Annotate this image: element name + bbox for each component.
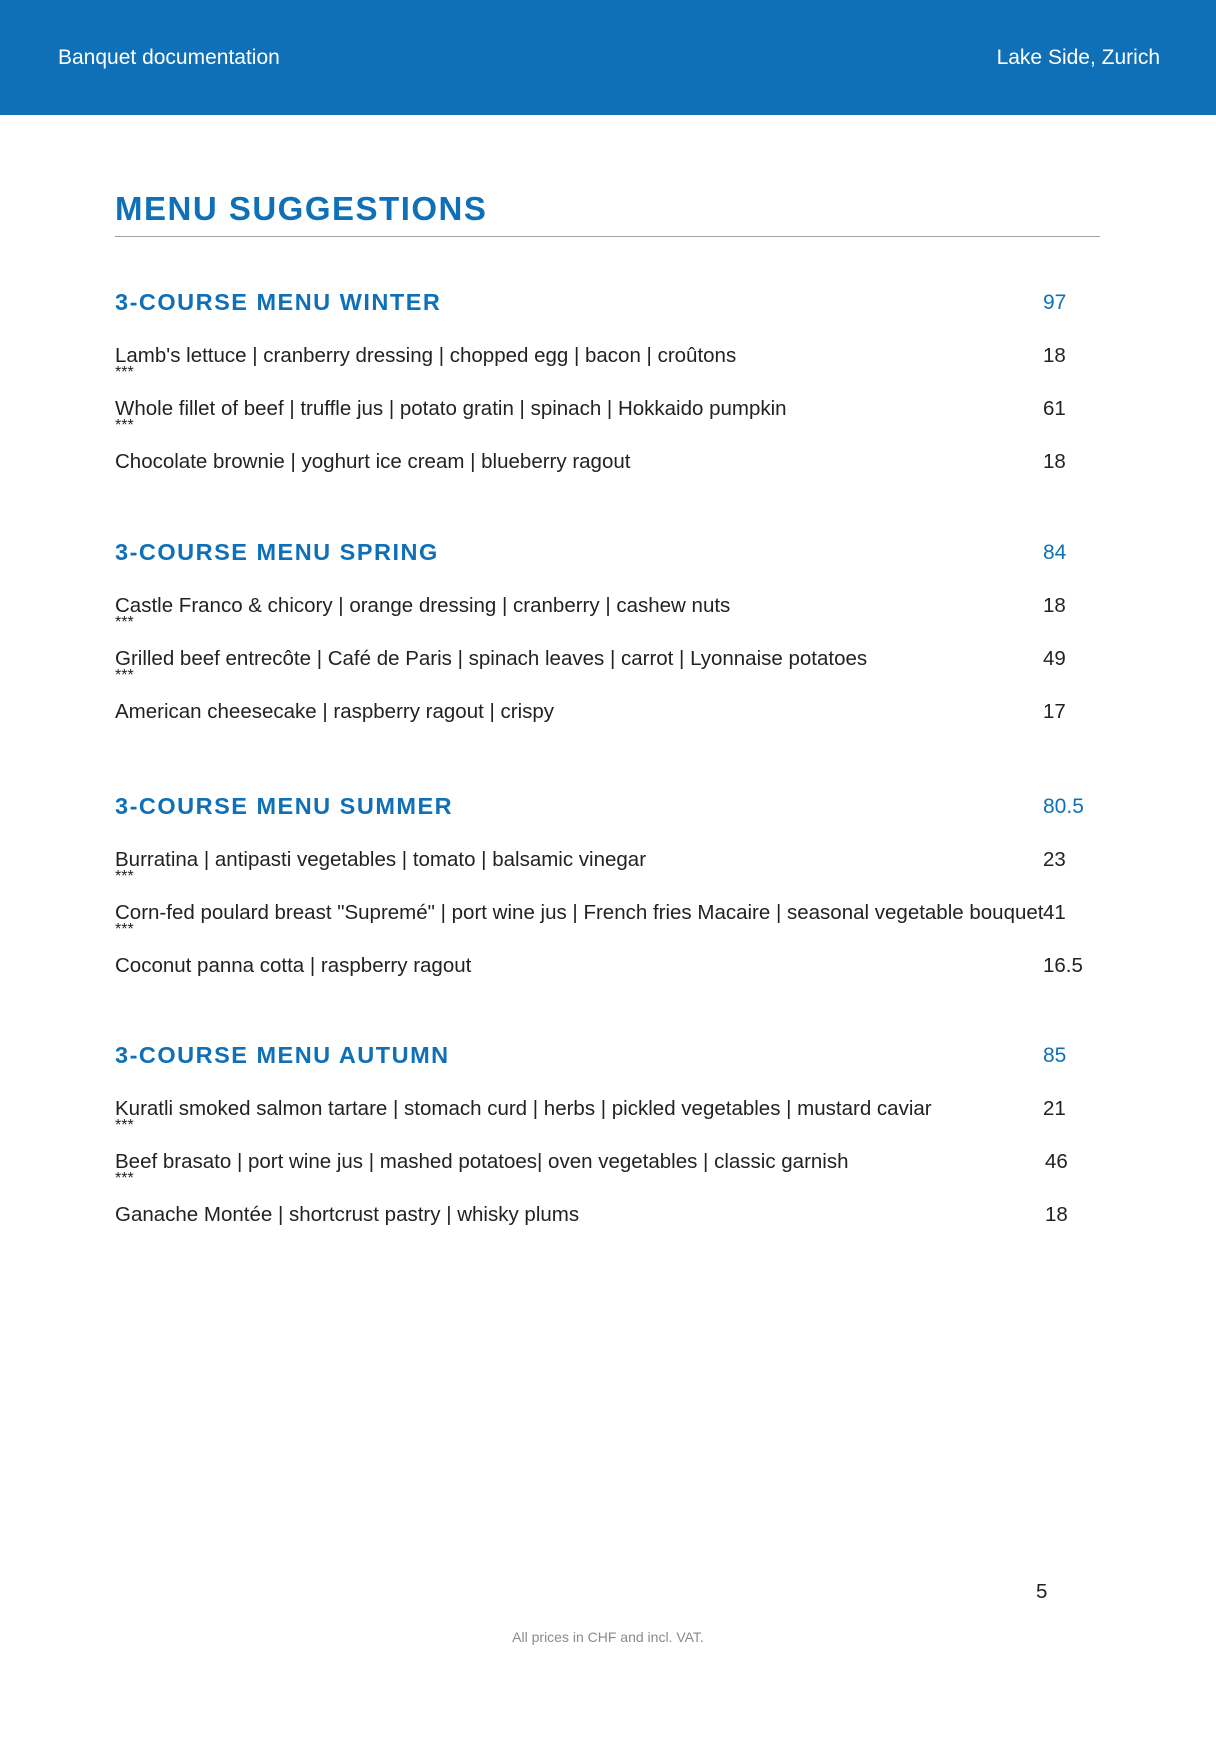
course-separator: *** bbox=[115, 1117, 134, 1134]
menu-total-price: 80.5 bbox=[1043, 795, 1084, 818]
header-document-title: Banquet documentation bbox=[58, 46, 280, 69]
course-description: Chocolate brownie | yoghurt ice cream | blueberry ragout bbox=[115, 450, 631, 473]
course-description: Kuratli smoked salmon tartare | stomach curd | herbs | pickled vegetables | mustard caviar bbox=[115, 1097, 932, 1120]
course-description: Grilled beef entrecôte | Café de Paris | spinach leaves | carrot | Lyonnaise potatoes bbox=[115, 647, 868, 670]
course-price: 61 bbox=[1043, 397, 1066, 420]
course-price: 49 bbox=[1043, 647, 1066, 670]
course-description: Castle Franco & chicory | orange dressing | cranberry | cashew nuts bbox=[115, 594, 731, 617]
menu-total-price: 97 bbox=[1043, 291, 1067, 314]
course-price: 21 bbox=[1043, 1097, 1066, 1120]
course-description: Whole fillet of beef | truffle jus | potato gratin | spinach | Hokkaido pumpkin bbox=[115, 397, 787, 420]
menu-title: 3-COURSE MENU SPRING bbox=[115, 539, 439, 565]
course-price: 17 bbox=[1043, 700, 1066, 723]
course-description: Lamb's lettuce | cranberry dressing | chopped egg | bacon | croûtons bbox=[115, 344, 737, 367]
page-title: MENU SUGGESTIONS bbox=[115, 190, 488, 227]
course-description: American cheesecake | raspberry ragout | crispy bbox=[115, 700, 555, 723]
course-description: Corn-fed poulard breast "Supremé" | port wine jus | French fries Macaire | seasonal vegetable bouquet bbox=[115, 901, 1044, 924]
menu-total-price: 84 bbox=[1043, 541, 1067, 564]
course-separator: *** bbox=[115, 417, 134, 434]
course-separator: *** bbox=[115, 614, 134, 631]
course-separator: *** bbox=[115, 1170, 134, 1187]
course-separator: *** bbox=[115, 868, 134, 885]
course-price: 23 bbox=[1043, 848, 1066, 871]
menu-section-spring bbox=[115, 536, 1105, 736]
menu-title: 3-COURSE MENU SUMMER bbox=[115, 793, 454, 819]
menu-section-summer bbox=[115, 790, 1105, 990]
course-separator: *** bbox=[115, 921, 134, 938]
course-description: Ganache Montée | shortcrust pastry | whisky plums bbox=[115, 1203, 580, 1226]
course-price: 41 bbox=[1043, 901, 1066, 924]
menu-section-winter bbox=[115, 286, 1105, 486]
course-description: Coconut panna cotta | raspberry ragout bbox=[115, 954, 472, 977]
header-location: Lake Side, Zurich bbox=[996, 46, 1160, 69]
course-description: Burratina | antipasti vegetables | tomato | balsamic vinegar bbox=[115, 848, 647, 871]
page-number: 5 bbox=[1036, 1580, 1048, 1603]
title-divider bbox=[115, 236, 1100, 237]
course-separator: *** bbox=[115, 667, 134, 684]
course-price: 18 bbox=[1045, 1203, 1068, 1226]
menu-total-price: 85 bbox=[1043, 1044, 1067, 1067]
course-price: 18 bbox=[1043, 450, 1066, 473]
menu-section-autumn bbox=[115, 1039, 1105, 1239]
course-description: Beef brasato | port wine jus | mashed potatoes| oven vegetables | classic garnish bbox=[115, 1150, 849, 1173]
footer-price-note: All prices in CHF and incl. VAT. bbox=[512, 1629, 704, 1645]
course-price: 18 bbox=[1043, 594, 1066, 617]
course-price: 18 bbox=[1043, 344, 1066, 367]
course-price: 46 bbox=[1045, 1150, 1068, 1173]
header-band bbox=[0, 0, 1216, 115]
menu-title: 3-COURSE MENU WINTER bbox=[115, 289, 442, 315]
course-price: 16.5 bbox=[1043, 954, 1083, 977]
course-separator: *** bbox=[115, 364, 134, 381]
menu-title: 3-COURSE MENU AUTUMN bbox=[115, 1042, 450, 1068]
